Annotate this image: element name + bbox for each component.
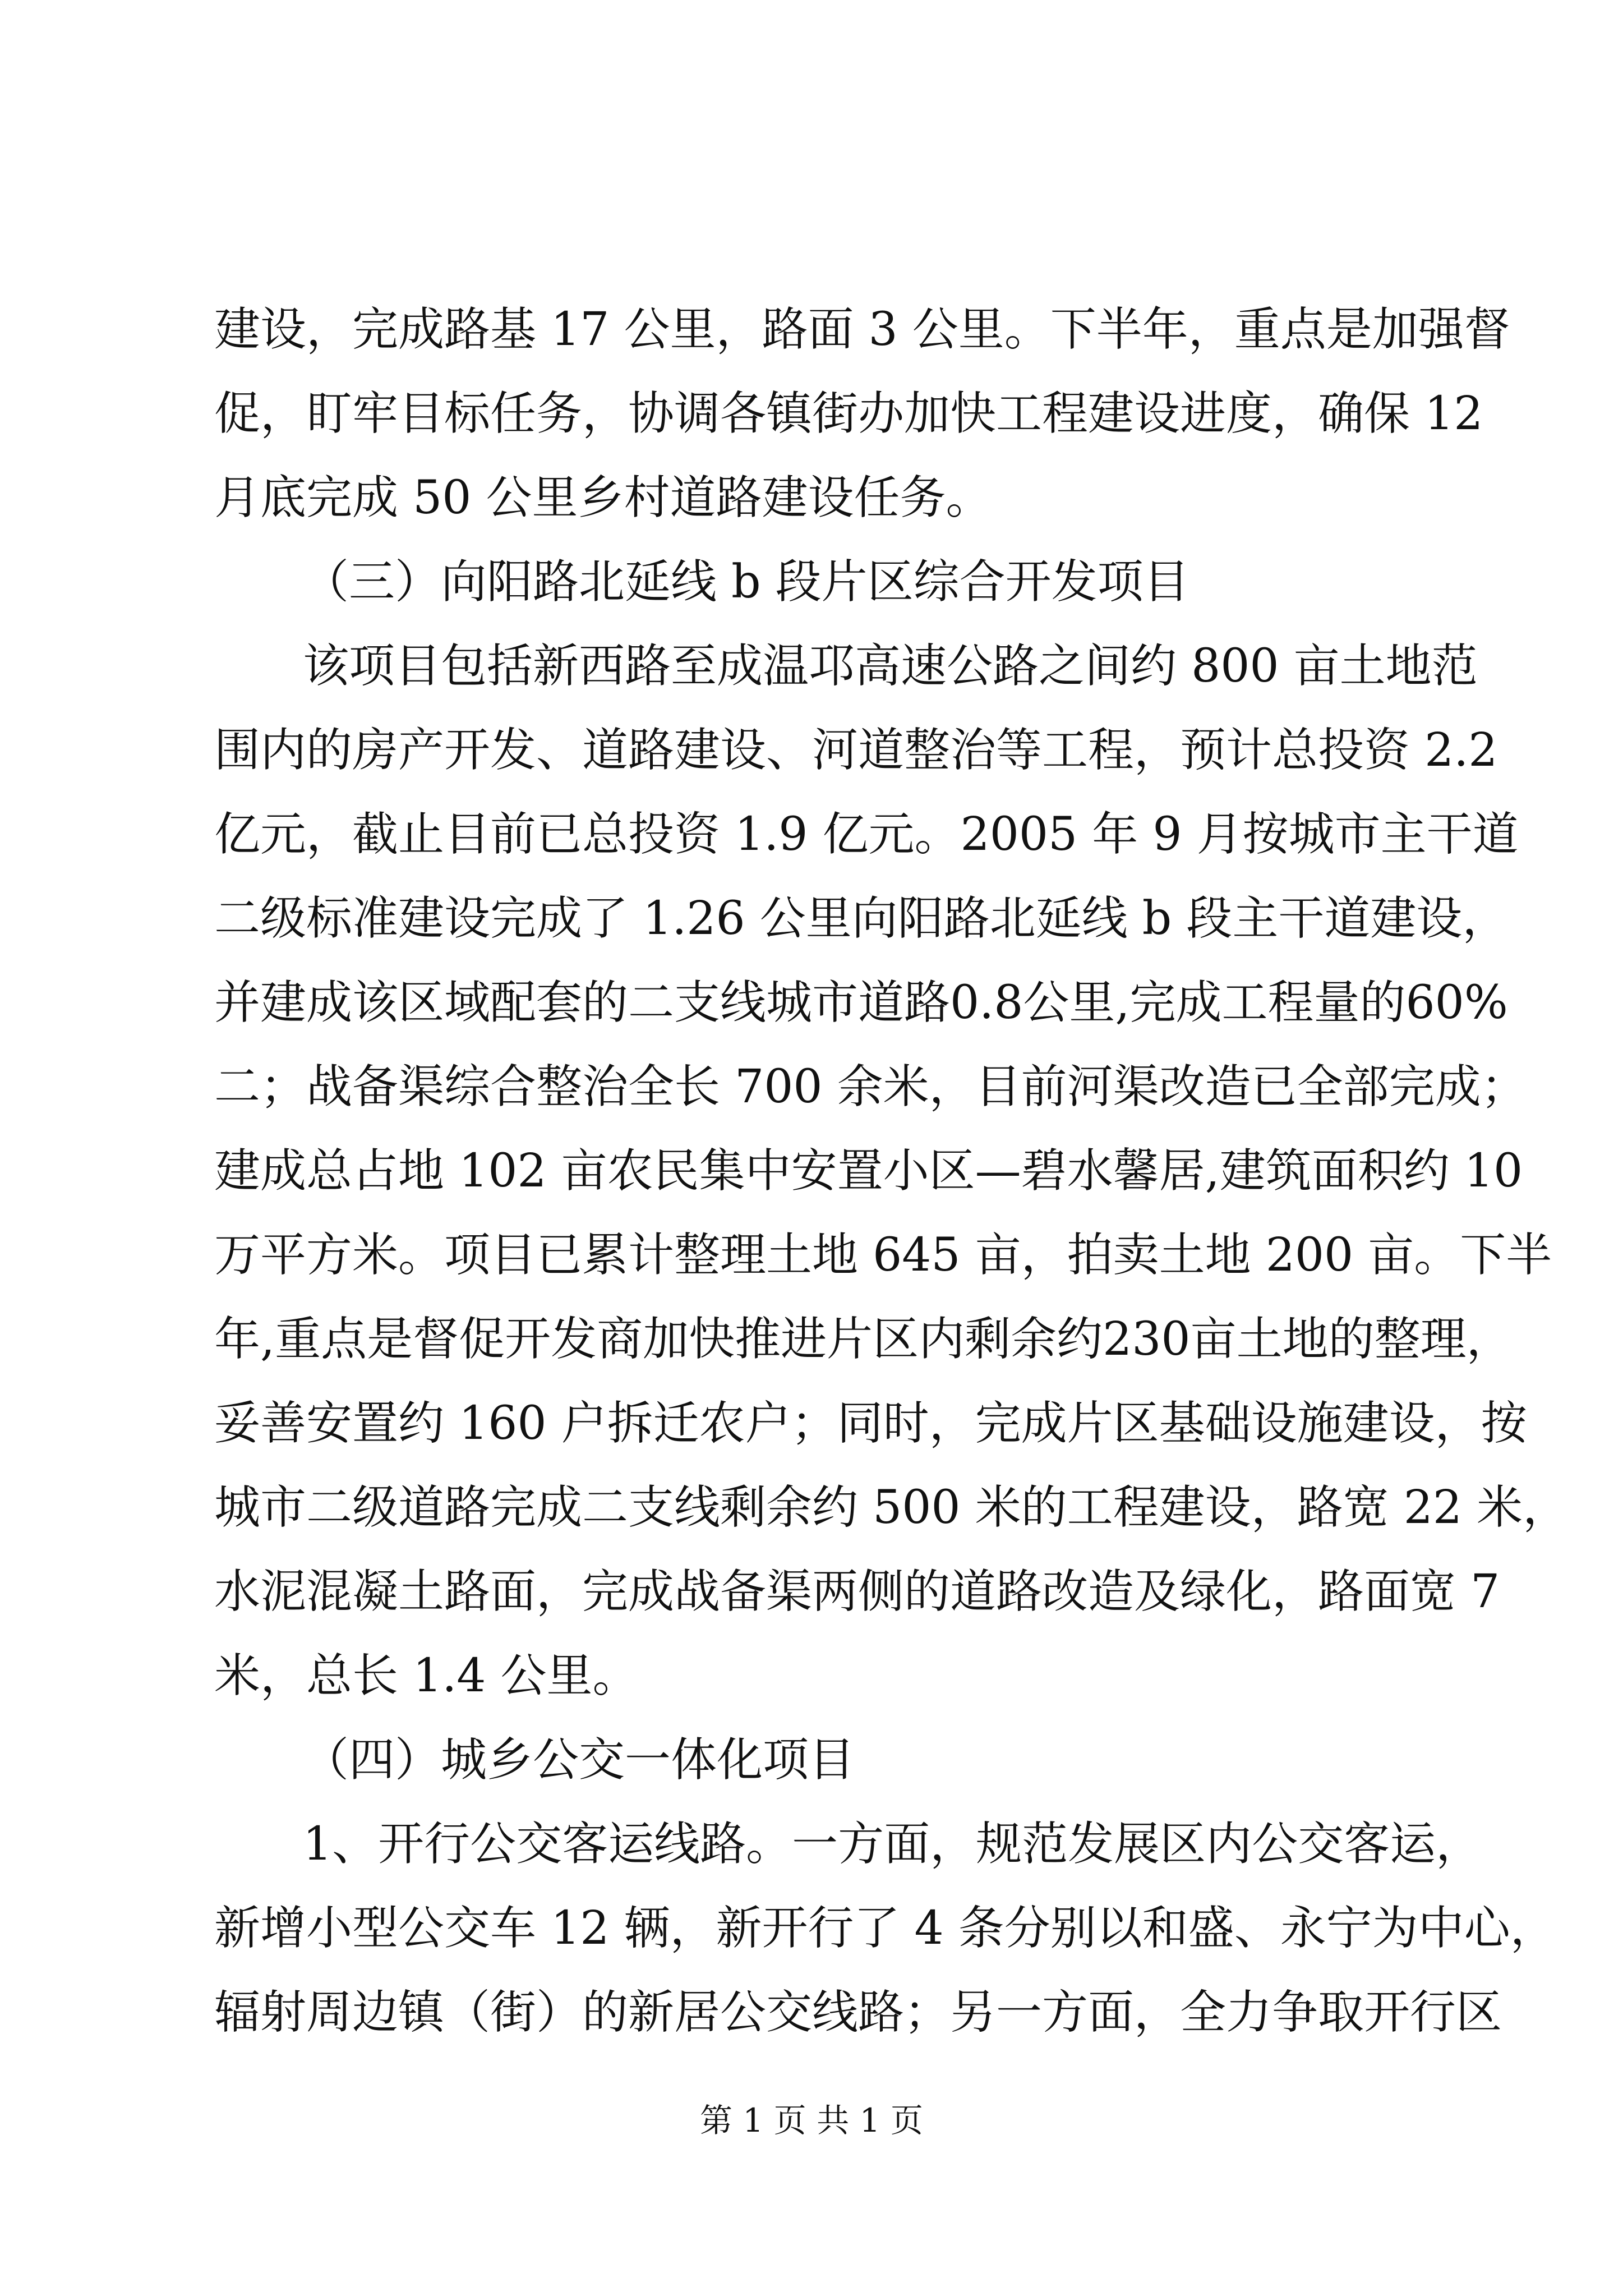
text-line: 新增小型公交车 12 辆，新开行了 4 条分别以和盛、永宁为中心， [214,1902,1556,1955]
text-line: 月底完成 50 公里乡村道路建设任务。 [214,471,992,524]
text-line: 辐射周边镇（街）的新居公交线路；另一方面，全力争取开行区 [214,1986,1502,2039]
text-line: 建设，完成路基 17 公里，路面 3 公里。下半年，重点是加强督 [214,303,1510,356]
page-footer: 第 1 页 共 1 页 [700,2101,923,2139]
text-line: 城市二级道路完成二支线剩余约 500 米的工程建设，路宽 22 米， [214,1481,1569,1534]
text-line: 万平方米。项目已累计整理土地 645 亩，拍卖土地 200 亩。下半 [214,1228,1552,1282]
text-line: 亿元，截止目前已总投资 1.9 亿元。2005 年 9 月按城市主干道 [214,808,1519,861]
text-line: 二级标准建设完成了 1.26 公里向阳路北延线 b 段主干道建设， [214,892,1509,945]
text-line: 并建成该区域配套的二支线城市道路0.8公里,完成工程量的60% [214,976,1508,1029]
text-line: 年,重点是督促开发商加快推进片区内剩余约230亩土地的整理， [214,1313,1513,1366]
text-line: 妥善安置约 160 户拆迁农户；同时，完成片区基础设施建设，按 [214,1397,1527,1450]
text-line: 建成总占地 102 亩农民集中安置小区—碧水馨居,建筑面积约 10 [214,1144,1523,1198]
section-heading: （三）向阳路北延线 b 段片区综合开发项目 [303,555,1189,609]
text-line: 米，总长 1.4 公里。 [214,1649,639,1703]
text-line: 水泥混凝土路面，完成战备渠两侧的道路改造及绿化，路面宽 7 [214,1565,1500,1618]
section-heading: （四）城乡公交一体化项目 [303,1733,855,1787]
text-line: 二；战备渠综合整治全长 700 余米，目前河渠改造已全部完成； [214,1060,1527,1114]
text-line: 1、开行公交客运线路。一方面，规范发展区内公交客运， [303,1818,1482,1871]
text-line: 该项目包括新西路至成温邛高速公路之间约 800 亩土地范 [303,639,1478,693]
text-line: 围内的房产开发、道路建设、河道整治等工程，预计总投资 2.2 [214,724,1498,777]
text-line: 促，盯牢目标任务，协调各镇街办加快工程建设进度，确保 12 [214,387,1483,440]
